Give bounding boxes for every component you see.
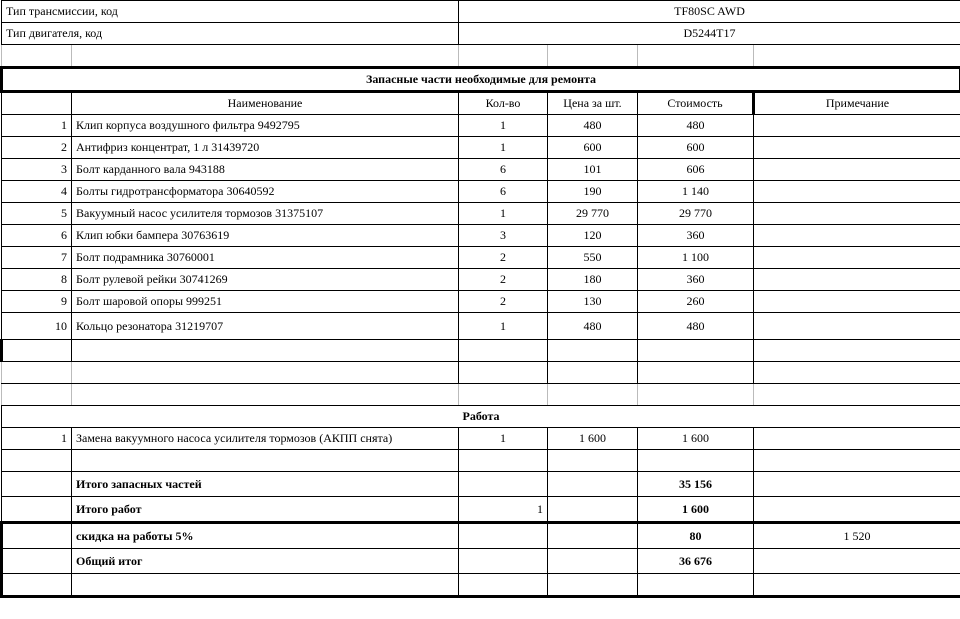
item-price: 480 [548, 313, 638, 340]
item-price: 130 [548, 291, 638, 313]
table-row [2, 428, 960, 450]
item-note [754, 269, 960, 291]
total-work-label: Итого работ [72, 497, 459, 523]
row-number: 4 [2, 181, 72, 203]
empty-row [2, 362, 960, 384]
item-name: Болт шаровой опоры 999251 [72, 291, 459, 313]
item-cost: 606 [638, 159, 754, 181]
table-row [2, 269, 960, 291]
row-number: 3 [2, 159, 72, 181]
item-cost: 260 [638, 291, 754, 313]
item-name: Болты гидротрансформатора 30640592 [72, 181, 459, 203]
item-cost: 1 100 [638, 247, 754, 269]
discount-label: скидка на работы 5% [72, 523, 459, 549]
row-number: 10 [2, 313, 72, 340]
empty-row [2, 574, 960, 597]
item-note [754, 115, 960, 137]
total-work-qty: 1 [459, 497, 548, 523]
row-number: 6 [2, 225, 72, 247]
item-note [754, 159, 960, 181]
transmission-label: Тип трансмиссии, код [2, 1, 459, 23]
item-qty: 1 [459, 115, 548, 137]
item-cost: 29 770 [638, 203, 754, 225]
engine-row [2, 23, 960, 45]
transmission-value: TF80SC AWD [459, 1, 960, 23]
grand-total-value: 36 676 [638, 549, 754, 574]
row-number: 1 [2, 115, 72, 137]
empty-row [2, 450, 960, 472]
engine-value: D5244T17 [459, 23, 960, 45]
table-row [2, 137, 960, 159]
work-title-row [2, 406, 960, 428]
item-price: 1 600 [548, 428, 638, 450]
table-row [2, 203, 960, 225]
item-qty: 6 [459, 181, 548, 203]
discount-value: 80 [638, 523, 754, 549]
item-name: Замена вакуумного насоса усилителя тормозов (АКПП снята) [72, 428, 459, 450]
col-note-header: Примечание [754, 92, 960, 115]
item-name: Кольцо резонатора 31219707 [72, 313, 459, 340]
item-name: Болт рулевой рейки 30741269 [72, 269, 459, 291]
item-cost: 480 [638, 313, 754, 340]
item-note [754, 428, 960, 450]
parts-section-title: Запасные части необходимые для ремонта [2, 68, 960, 92]
item-cost: 600 [638, 137, 754, 159]
item-qty: 6 [459, 159, 548, 181]
table-row [2, 313, 960, 340]
item-note [754, 181, 960, 203]
item-cost: 360 [638, 269, 754, 291]
item-qty: 1 [459, 313, 548, 340]
item-qty: 2 [459, 247, 548, 269]
item-price: 550 [548, 247, 638, 269]
parts-title-row [2, 68, 960, 92]
empty-row [2, 384, 960, 406]
table-row [2, 159, 960, 181]
table-row [2, 225, 960, 247]
col-name-header: Наименование [72, 92, 459, 115]
item-price: 600 [548, 137, 638, 159]
row-number: 7 [2, 247, 72, 269]
item-name: Клип корпуса воздушного фильтра 9492795 [72, 115, 459, 137]
item-price: 190 [548, 181, 638, 203]
empty-row [2, 340, 960, 362]
row-number: 1 [2, 428, 72, 450]
item-qty: 1 [459, 203, 548, 225]
table-row [2, 247, 960, 269]
empty-row [2, 45, 960, 68]
row-number: 8 [2, 269, 72, 291]
item-note [754, 291, 960, 313]
item-cost: 480 [638, 115, 754, 137]
table-row [2, 291, 960, 313]
item-cost: 1 140 [638, 181, 754, 203]
row-number: 2 [2, 137, 72, 159]
item-name: Вакуумный насос усилителя тормозов 31375107 [72, 203, 459, 225]
work-section-title: Работа [2, 406, 960, 428]
col-qty-header: Кол-во [459, 92, 548, 115]
item-note [754, 225, 960, 247]
grand-total-label: Общий итог [72, 549, 459, 574]
table-row [2, 115, 960, 137]
item-note [754, 137, 960, 159]
total-parts-label: Итого запасных частей [72, 472, 459, 497]
work-list [2, 428, 960, 450]
parts-list [2, 115, 960, 340]
item-note [754, 313, 960, 340]
total-parts-row [2, 472, 960, 497]
item-qty: 1 [459, 137, 548, 159]
item-price: 180 [548, 269, 638, 291]
item-cost: 360 [638, 225, 754, 247]
item-note [754, 247, 960, 269]
parts-header-row [2, 92, 960, 115]
row-number: 5 [2, 203, 72, 225]
item-note [754, 203, 960, 225]
item-price: 101 [548, 159, 638, 181]
engine-label: Тип двигателя, код [2, 23, 459, 45]
table-row [2, 181, 960, 203]
total-work-row [2, 497, 960, 523]
transmission-row [2, 1, 960, 23]
discount-note: 1 520 [754, 523, 960, 549]
item-name: Клип юбки бампера 30763619 [72, 225, 459, 247]
discount-row [2, 523, 960, 549]
row-number: 9 [2, 291, 72, 313]
grand-total-row [2, 549, 960, 574]
item-qty: 1 [459, 428, 548, 450]
total-parts-value: 35 156 [638, 472, 754, 497]
col-cost-header: Стоимость [638, 92, 754, 115]
col-price-header: Цена за шт. [548, 92, 638, 115]
item-name: Болт подрамника 30760001 [72, 247, 459, 269]
item-name: Антифриз концентрат, 1 л 31439720 [72, 137, 459, 159]
item-cost: 1 600 [638, 428, 754, 450]
item-price: 29 770 [548, 203, 638, 225]
item-price: 480 [548, 115, 638, 137]
item-name: Болт карданного вала 943188 [72, 159, 459, 181]
item-price: 120 [548, 225, 638, 247]
total-work-value: 1 600 [638, 497, 754, 523]
item-qty: 2 [459, 269, 548, 291]
item-qty: 3 [459, 225, 548, 247]
item-qty: 2 [459, 291, 548, 313]
